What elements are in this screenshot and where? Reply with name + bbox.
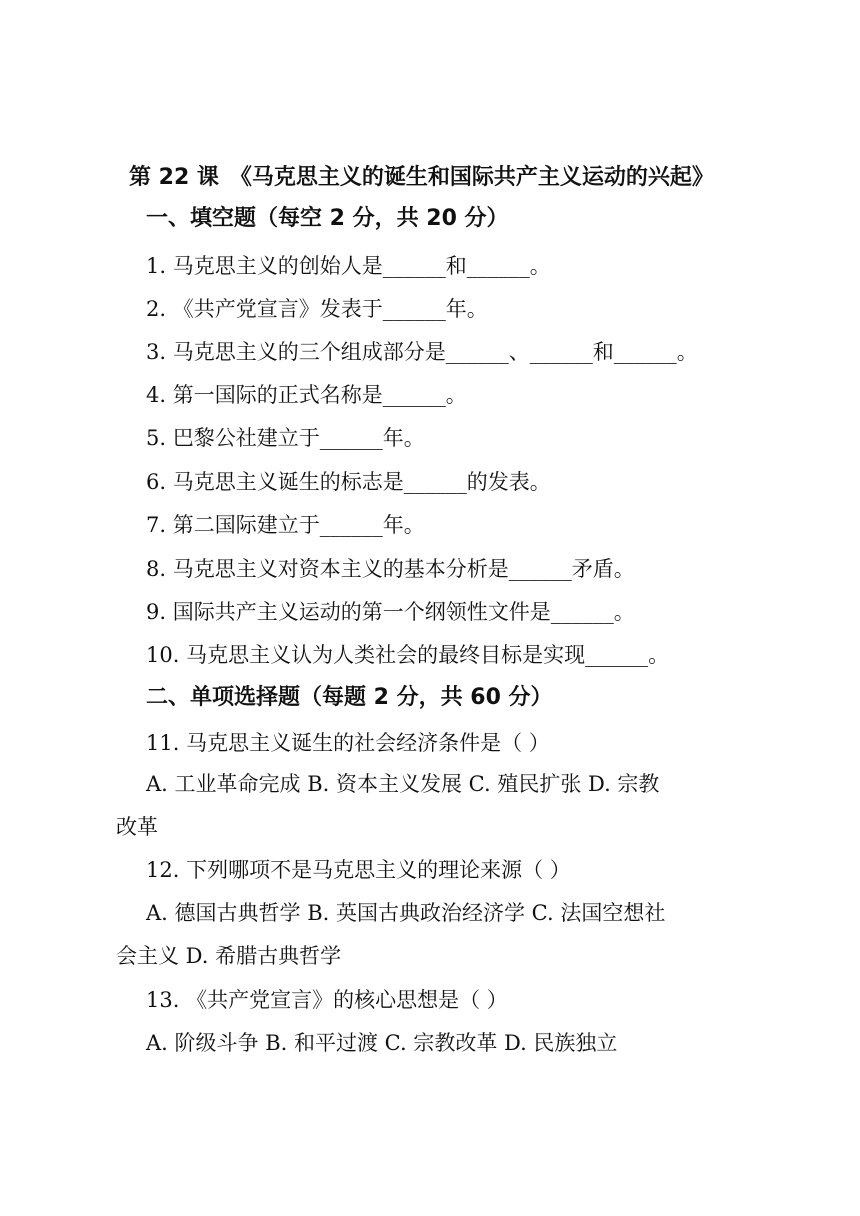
question-4: 4. 第一国际的正式名称是______。 — [146, 383, 467, 407]
question-2: 2. 《共产党宣言》发表于______年。 — [146, 297, 488, 321]
question-9: 9. 国际共产主义运动的第一个纲领性文件是______。 — [146, 600, 635, 624]
question-13-options: A. 阶级斗争 B. 和平过渡 C. 宗教改革 D. 民族独立 — [146, 1031, 618, 1055]
question-11-options-continued: 改革 — [116, 815, 158, 839]
question-7: 7. 第二国际建立于______年。 — [146, 513, 425, 537]
question-11: 11. 马克思主义诞生的社会经济条件是（ ） — [146, 731, 550, 755]
question-6: 6. 马克思主义诞生的标志是______的发表。 — [146, 470, 551, 494]
section-heading-multiple-choice: 二、单项选择题（每题 2 分，共 60 分） — [146, 685, 553, 710]
question-13: 13. 《共产党宣言》的核心思想是（ ） — [146, 988, 508, 1012]
question-3: 3. 马克思主义的三个组成部分是______、______和______。 — [146, 340, 698, 364]
question-12-options: A. 德国古典哲学 B. 英国古典政治经济学 C. 法国空想社 — [146, 901, 666, 925]
document-title: 第 22 课 《马克思主义的诞生和国际共产主义运动的兴起》 — [129, 165, 714, 190]
question-12: 12. 下列哪项不是马克思主义的理论来源（ ） — [146, 858, 571, 882]
question-11-options: A. 工业革命完成 B. 资本主义发展 C. 殖民扩张 D. 宗教 — [146, 772, 660, 796]
question-12-options-continued: 会主义 D. 希腊古典哲学 — [116, 944, 342, 968]
question-5: 5. 巴黎公社建立于______年。 — [146, 426, 425, 450]
question-8: 8. 马克思主义对资本主义的基本分析是______矛盾。 — [146, 557, 635, 581]
question-10: 10. 马克思主义认为人类社会的最终目标是实现______。 — [146, 643, 670, 667]
question-1: 1. 马克思主义的创始人是______和______。 — [146, 254, 551, 278]
section-heading-fill-in-the-blank: 一、填空题（每空 2 分，共 20 分） — [146, 206, 509, 231]
